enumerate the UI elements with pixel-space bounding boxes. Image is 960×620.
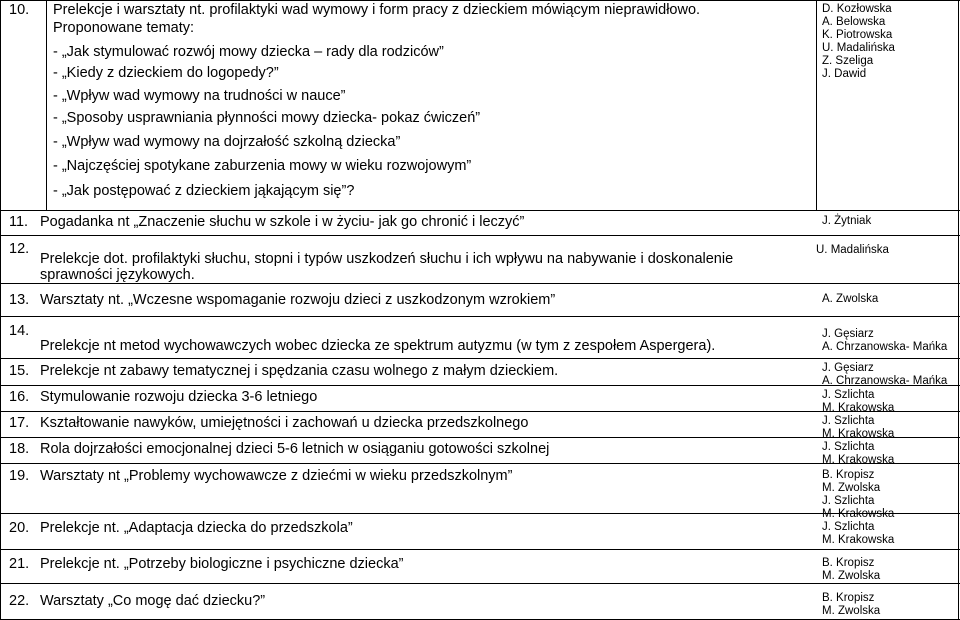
person-name: M. Krakowska [822,428,895,440]
row-text-line: - „Wpływ wad wymowy na dojrzałość szkolną dziecka” [53,134,401,150]
row-text: Warsztaty nt „Problemy wychowawcze z dziećmi w wieku przedszkolnym” [40,468,513,484]
person-name: U. Madalińska [816,244,889,256]
row-number: 10. [9,2,30,18]
row-text-line: Proponowane tematy: [53,20,195,36]
person-name: M. Krakowska [822,508,895,520]
person-name: B. Kropisz [822,469,875,481]
row-text: Prelekcje nt. „Potrzeby biologiczne i psychiczne dziecka” [40,556,404,572]
row-divider [0,513,960,514]
person-name: A. Chrzanowska- Mańka [822,375,948,387]
person-name: J. Gęsiarz [822,362,874,374]
person-name: J. Szlichta [822,521,875,533]
row-divider [0,583,960,584]
row-text-line: - „Wpływ wad wymowy na trudności w nauce” [53,88,346,104]
row-text: Warsztaty nt. „Wczesne wspomaganie rozwoju dzieci z uszkodzonym wzrokiem” [40,292,556,308]
row-text-line: - „Sposoby usprawniania płynności mowy dziecka- pokaz ćwiczeń” [53,110,481,126]
person-name: A. Belowska [822,16,886,28]
table-border-left [0,0,1,620]
person-name: J. Szlichta [822,441,875,453]
row-number: 14. [9,323,30,339]
person-name: J. Żytniak [822,215,872,227]
person-name: M. Krakowska [822,402,895,414]
row-text-line: sprawności językowych. [40,267,195,283]
person-name: M. Krakowska [822,454,895,466]
row-number: 12. [9,241,30,257]
row-number: 22. [9,593,30,609]
person-name: J. Szlichta [822,415,875,427]
person-name: K. Piotrowska [822,29,893,41]
row-text: Warsztaty „Co mogę dać dziecku?” [40,593,266,609]
row-text-line: - „Jak postępować z dzieckiem jąkającym się”? [53,183,355,199]
row-text: Prelekcje nt zabawy tematycznej i spędzania czasu wolnego z małym dzieckiem. [40,363,559,379]
column-divider-person [816,0,817,210]
person-name: M. Zwolska [822,570,881,582]
row-number: 13. [9,292,30,308]
row-divider [0,358,960,359]
person-name: M. Krakowska [822,534,895,546]
row-divider [0,437,960,438]
row-text: Prelekcje nt metod wychowawczych wobec dziecka ze spektrum autyzmu (w tym z zespołem Aspergera). [40,338,716,354]
row-text-line: Prelekcje i warsztaty nt. profilaktyki wad wymowy i form pracy z dzieckiem mówiącym nieprawidłowo. [53,2,701,18]
person-name: A. Chrzanowska- Mańka [822,341,948,353]
person-name: M. Zwolska [822,605,881,617]
person-name: D. Kozłowska [822,3,892,15]
row-number: 21. [9,556,30,572]
table-border-right [958,0,959,620]
row-text: Stymulowanie rozwoju dziecka 3-6 letniego [40,389,318,405]
row-text-line: Prelekcje dot. profilaktyki słuchu, stopni i typów uszkodzeń słuchu i ich wpływu na nabywanie i doskonalenie [40,251,734,267]
row-divider [0,316,960,317]
row-divider [0,235,960,236]
row-number: 19. [9,468,30,484]
row-text: Kształtowanie nawyków, umiejętności i zachowań u dziecka przedszkolnego [40,415,529,431]
person-name: J. Szlichta [822,389,875,401]
row-text: Prelekcje nt. „Adaptacja dziecka do przedszkola” [40,520,353,536]
person-name: B. Kropisz [822,592,875,604]
person-name: J. Dawid [822,68,867,80]
row-divider [0,385,960,386]
row-divider [0,411,960,412]
row-text-line: - „Kiedy z dzieckiem do logopedy?” [53,65,279,81]
row-number: 15. [9,363,30,379]
column-divider-number [46,0,47,210]
person-name: U. Madalińska [822,42,895,54]
person-name: Z. Szeliga [822,55,874,67]
row-number: 11. [9,214,29,230]
person-name: B. Kropisz [822,557,875,569]
person-name: A. Zwolska [822,293,879,305]
row-number: 18. [9,441,30,457]
row-number: 16. [9,389,30,405]
row-number: 17. [9,415,30,431]
row-number: 20. [9,520,30,536]
row-text-line: - „Najczęściej spotykane zaburzenia mowy w wieku rozwojowym” [53,158,472,174]
person-name: J. Gęsiarz [822,328,874,340]
row-divider [0,549,960,550]
person-name: M. Zwolska [822,482,881,494]
person-name: J. Szlichta [822,495,875,507]
row-text: Pogadanka nt „Znaczenie słuchu w szkole i w życiu- jak go chronić i leczyć” [40,214,525,230]
row-text: Rola dojrzałości emocjonalnej dzieci 5-6 letnich w osiąganiu gotowości szkolnej [40,441,550,457]
row-divider [0,463,960,464]
row-text-line: - „Jak stymulować rozwój mowy dziecka – rady dla rodziców” [53,44,444,60]
row-divider [0,210,960,211]
